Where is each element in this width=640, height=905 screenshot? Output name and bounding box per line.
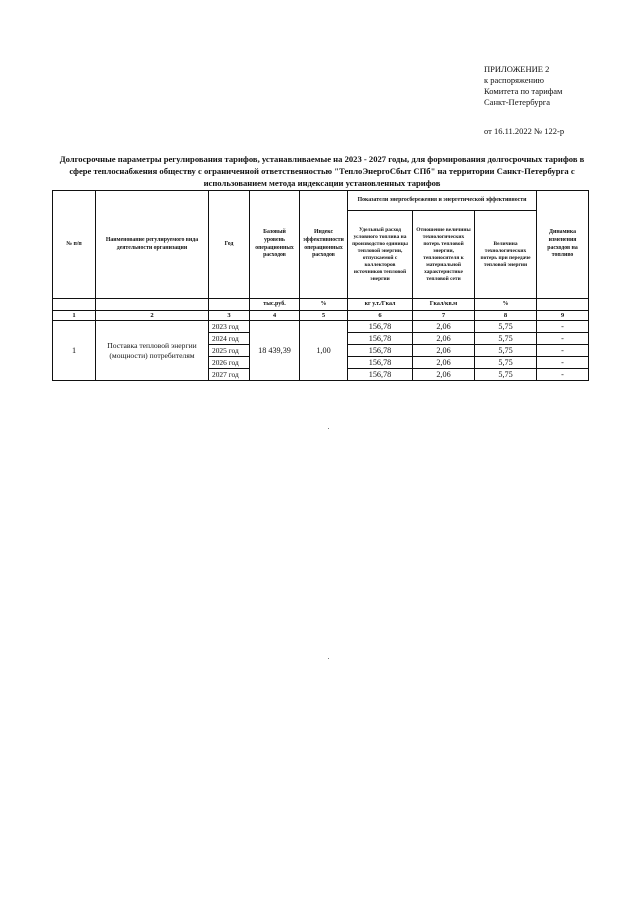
header-num: № п/п	[53, 191, 96, 299]
row-loss-ratio: 2,06	[413, 333, 475, 345]
col-number: 9	[537, 311, 589, 321]
row-efficiency-index: 1,00	[300, 321, 348, 381]
row-year: 2023 год	[209, 321, 250, 333]
document-title: Долгосрочные параметры регулирования тарифов, устанавливаемые на 2023 - 2027 годы, для формирования долгосрочных тарифов в сфере теплоснабжения обществу с ограниченной ответственностью "ТеплоЭнергоСбыт СПб" на территории Санкт-Петербурга с использованием метода индексации установленных тарифов	[59, 154, 585, 188]
col-number: 2	[96, 311, 209, 321]
header-loss-ratio: Отношение величины технологических потерь тепловой энергии, теплоносителя к материальной характеристике тепловой сети	[413, 211, 475, 299]
col-number: 8	[475, 311, 537, 321]
row-tech-losses: 5,75	[475, 357, 537, 369]
header-year: Год	[209, 191, 250, 299]
header-specific-fuel: Удельный расход условного топлива на производство единицы тепловой энергии, отпускаемой с коллекторов источников тепловой энергии	[348, 211, 413, 299]
unit-loss-ratio: Гкал/кв.м	[413, 299, 475, 311]
scan-speck	[328, 428, 329, 429]
row-tech-losses: 5,75	[475, 369, 537, 381]
appendix-line-2: к распоряжению	[484, 75, 544, 85]
row-activity: Поставка тепловой энергии (мощности) потребителям	[96, 321, 209, 381]
row-loss-ratio: 2,06	[413, 369, 475, 381]
row-tech-losses: 5,75	[475, 321, 537, 333]
header-base-level: Базовый уровень операционных расходов	[250, 191, 300, 299]
row-specific-fuel: 156,78	[348, 333, 413, 345]
tariff-parameters-table	[52, 190, 589, 381]
row-year: 2026 год	[209, 357, 250, 369]
row-specific-fuel: 156,78	[348, 321, 413, 333]
row-year: 2027 год	[209, 369, 250, 381]
table-row	[53, 321, 589, 333]
col-number: 5	[300, 311, 348, 321]
appendix-line-1: ПРИЛОЖЕНИЕ 2	[484, 64, 550, 74]
unit-tech-losses: %	[475, 299, 537, 311]
col-number: 1	[53, 311, 96, 321]
row-tech-losses: 5,75	[475, 333, 537, 345]
row-specific-fuel: 156,78	[348, 357, 413, 369]
col-number: 3	[209, 311, 250, 321]
unit-specific-fuel: кг у.т./Гкал	[348, 299, 413, 311]
appendix-line-3: Комитета по тарифам	[484, 86, 563, 96]
scan-speck	[328, 658, 329, 659]
header-activity: Наименование регулируемого вида деятельности организации	[96, 191, 209, 299]
row-year: 2025 год	[209, 345, 250, 357]
appendix-line-4: Санкт-Петербурга	[484, 97, 550, 107]
col-number: 6	[348, 311, 413, 321]
row-dynamics: -	[537, 333, 589, 345]
row-specific-fuel: 156,78	[348, 345, 413, 357]
header-dynamics: Динамика изменения расходов на топливо	[537, 191, 589, 299]
row-year: 2024 год	[209, 333, 250, 345]
header-energy-group: Показатели энергосбережения и энергетической эффективности	[348, 191, 537, 211]
row-dynamics: -	[537, 357, 589, 369]
row-dynamics: -	[537, 321, 589, 333]
row-tech-losses: 5,75	[475, 345, 537, 357]
col-number: 4	[250, 311, 300, 321]
row-loss-ratio: 2,06	[413, 321, 475, 333]
row-loss-ratio: 2,06	[413, 345, 475, 357]
row-dynamics: -	[537, 345, 589, 357]
row-base-level: 18 439,39	[250, 321, 300, 381]
unit-efficiency-index: %	[300, 299, 348, 311]
col-number: 7	[413, 311, 475, 321]
appendix-date: от 16.11.2022 № 122-р	[484, 126, 565, 136]
header-efficiency-index: Индекс эффективности операционных расходов	[300, 191, 348, 299]
row-loss-ratio: 2,06	[413, 357, 475, 369]
row-dynamics: -	[537, 369, 589, 381]
unit-base-level: тыс.руб.	[250, 299, 300, 311]
header-tech-losses: Величина технологических потерь при передаче тепловой энергии	[475, 211, 537, 299]
appendix-header	[484, 64, 564, 137]
row-specific-fuel: 156,78	[348, 369, 413, 381]
row-num: 1	[53, 321, 96, 381]
